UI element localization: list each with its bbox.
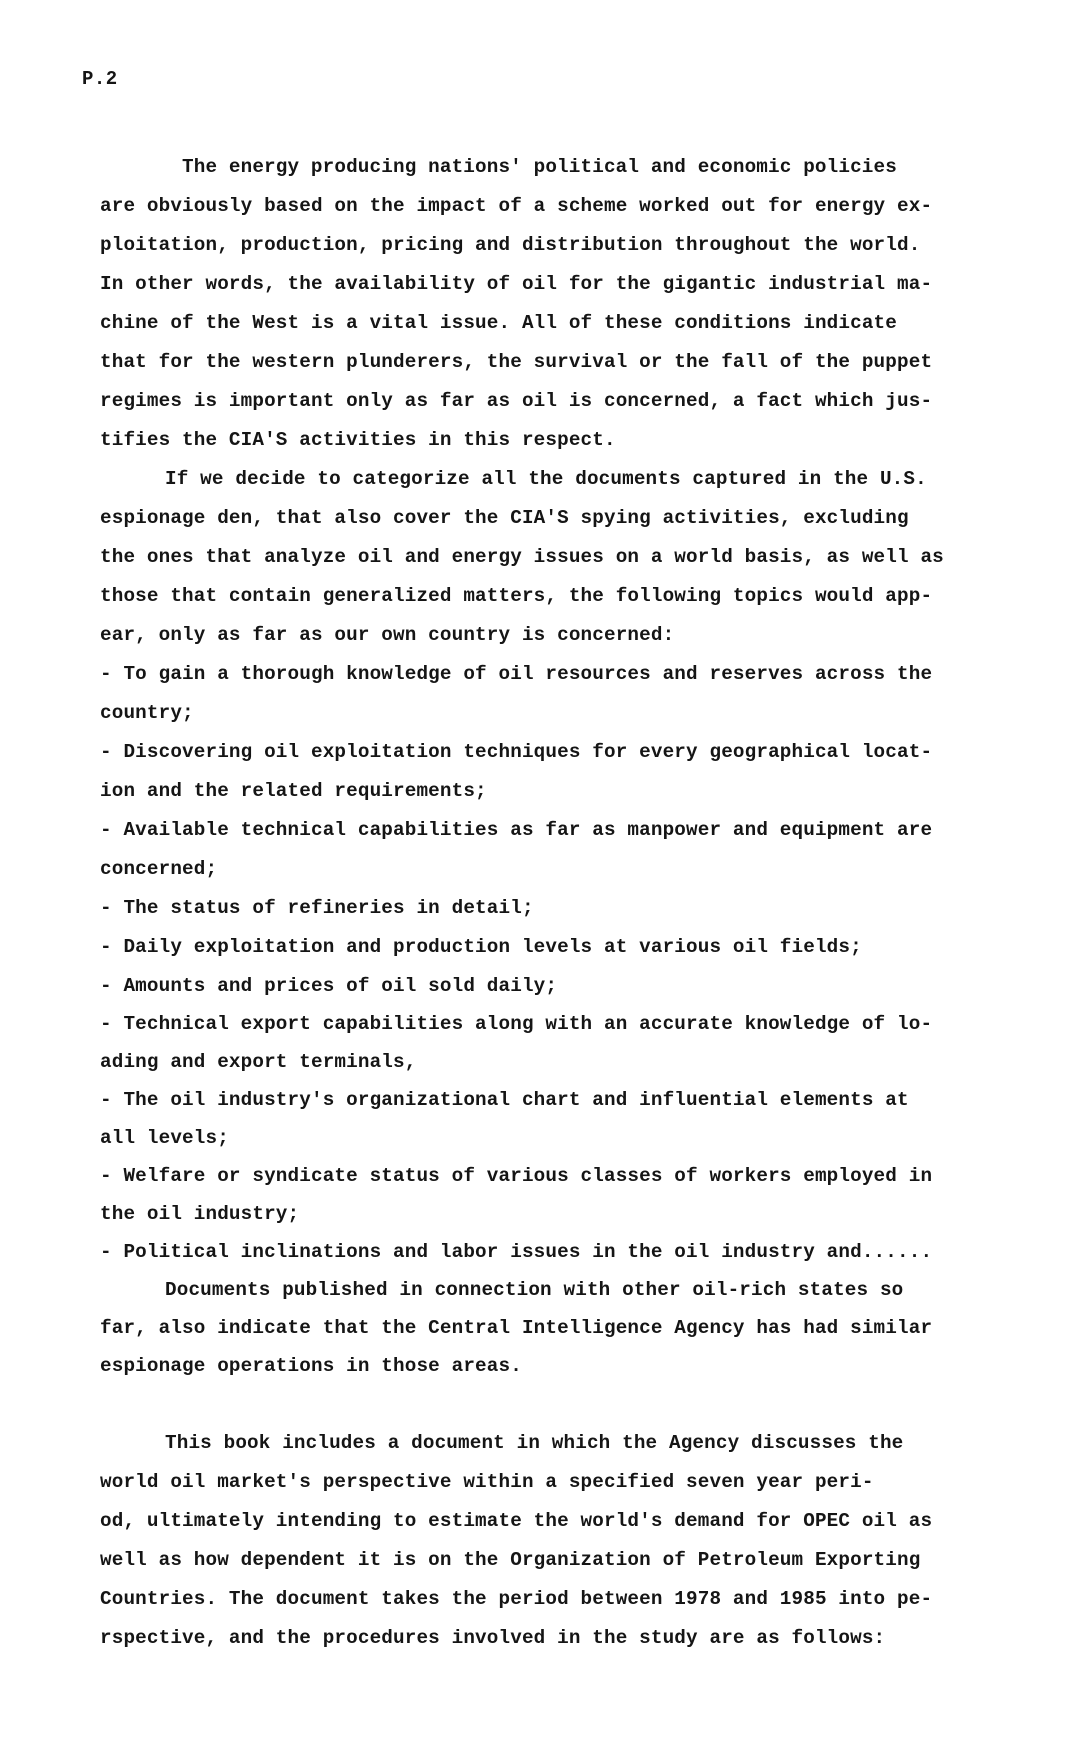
text-line: In other words, the availability of oil for the gigantic industrial ma- [100, 273, 933, 295]
text-line: that for the western plunderers, the survival or the fall of the puppet [100, 351, 933, 373]
text-line: far, also indicate that the Central Intelligence Agency has had similar [100, 1317, 933, 1339]
text-line: all levels; [100, 1127, 229, 1149]
list-item: - Technical export capabilities along with an accurate knowledge of lo- [100, 1013, 933, 1035]
list-item: - Discovering oil exploitation techniques for every geographical locat- [100, 741, 933, 763]
text-line: Countries. The document takes the period between 1978 and 1985 into pe- [100, 1588, 933, 1610]
list-item: - The status of refineries in detail; [100, 897, 534, 919]
text-line: tifies the CIA'S activities in this respect. [100, 429, 616, 451]
text-line: those that contain generalized matters, the following topics would app- [100, 585, 933, 607]
text-line: rspective, and the procedures involved in the study are as follows: [100, 1627, 886, 1649]
text-line: This book includes a document in which the Agency discusses the [165, 1432, 904, 1454]
list-item: - Daily exploitation and production levels at various oil fields; [100, 936, 862, 958]
text-line: the oil industry; [100, 1203, 300, 1225]
list-item: - Political inclinations and labor issues in the oil industry and...... [100, 1241, 933, 1263]
text-line: ading and export terminals, [100, 1051, 417, 1073]
text-line: world oil market's perspective within a specified seven year peri- [100, 1471, 874, 1493]
text-line: od, ultimately intending to estimate the world's demand for OPEC oil as [100, 1510, 933, 1532]
list-item: - Amounts and prices of oil sold daily; [100, 975, 558, 997]
text-line: espionage operations in those areas. [100, 1355, 522, 1377]
text-line: ear, only as far as our own country is concerned: [100, 624, 675, 646]
text-line: are obviously based on the impact of a scheme worked out for energy ex- [100, 195, 933, 217]
page-number: P.2 [82, 68, 118, 90]
text-line: espionage den, that also cover the CIA'S spying activities, excluding [100, 507, 909, 529]
list-item: - Available technical capabilities as far as manpower and equipment are [100, 819, 933, 841]
text-line: ploitation, production, pricing and distribution throughout the world. [100, 234, 921, 256]
text-line: ion and the related requirements; [100, 780, 487, 802]
text-line: chine of the West is a vital issue. All of these conditions indicate [100, 312, 898, 334]
text-line: country; [100, 702, 194, 724]
text-line: concerned; [100, 858, 218, 880]
list-item: - To gain a thorough knowledge of oil resources and reserves across the [100, 663, 933, 685]
text-line: regimes is important only as far as oil is concerned, a fact which jus- [100, 390, 933, 412]
list-item: - The oil industry's organizational chart and influential elements at [100, 1089, 909, 1111]
text-line: well as how dependent it is on the Organization of Petroleum Exporting [100, 1549, 921, 1571]
text-line: the ones that analyze oil and energy issues on a world basis, as well as [100, 546, 944, 568]
text-line: Documents published in connection with other oil-rich states so [165, 1279, 904, 1301]
text-line: If we decide to categorize all the documents captured in the U.S. [165, 468, 927, 490]
list-item: - Welfare or syndicate status of various classes of workers employed in [100, 1165, 933, 1187]
text-line: The energy producing nations' political and economic policies [182, 156, 897, 178]
